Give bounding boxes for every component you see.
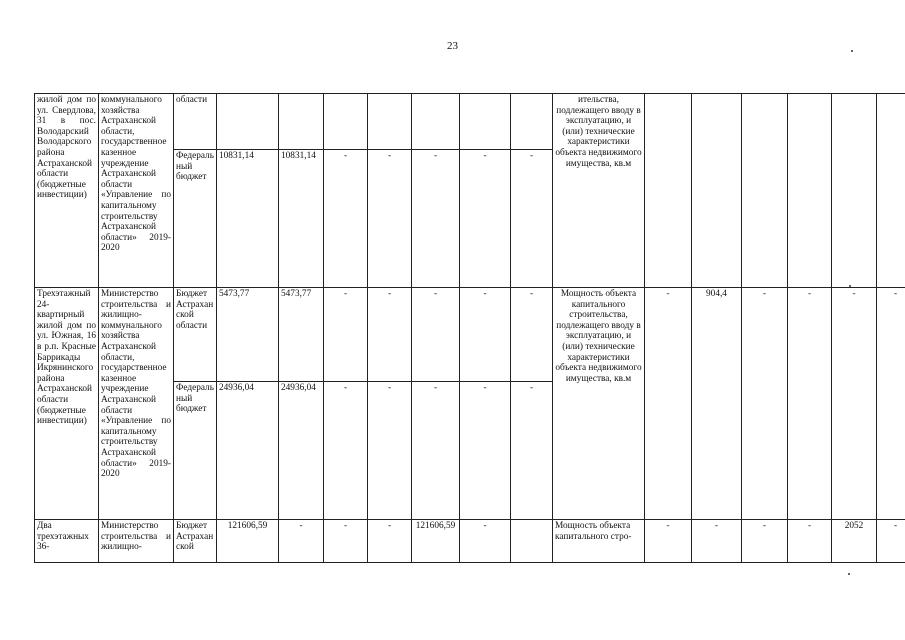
indicator-value-cell: 2052 <box>832 520 877 563</box>
indicator-value-cell: - <box>692 520 742 563</box>
indicator-value-cell: - <box>877 520 905 563</box>
scan-speck <box>851 50 853 52</box>
value-cell: - <box>412 288 460 382</box>
object-cell: жилой дом по ул. Свердлова, 31 в пос. Володарский Володарского района Астраханской области (бюджетные инвестиции) <box>35 94 99 288</box>
value-cell: - <box>412 150 460 288</box>
value-cell: - <box>368 520 412 563</box>
value-cell <box>511 94 553 150</box>
value-cell: - <box>460 288 511 382</box>
value-cell <box>412 94 460 150</box>
page-number: 23 <box>447 40 458 52</box>
table-row <box>35 288 905 382</box>
value-cell <box>511 520 553 563</box>
indicator-value-cell: 904,4 <box>692 288 742 520</box>
indicator-value-cell: - <box>788 520 832 563</box>
executor-cell: Министерство строительства и жилищно-коммунального хозяйства Астраханской области, государственное казенное учреждение Астраханской области «Управление по капитальному строительству Астраханской области» 2019-2020 <box>99 288 174 520</box>
value-cell: - <box>324 288 368 382</box>
indicator-value-cell <box>788 94 832 288</box>
source-cell: Федеральный бюджет <box>174 382 217 520</box>
indicator-cell: Мощность объекта капитального стро- <box>553 520 645 563</box>
year-2019-cell: 10831,14 <box>279 150 324 288</box>
value-cell <box>460 94 511 150</box>
value-cell: - <box>368 150 412 288</box>
source-cell: Бюджет Астраханской <box>174 520 217 563</box>
value-cell: - <box>324 382 368 520</box>
value-cell: - <box>460 382 511 520</box>
value-cell: - <box>460 520 511 563</box>
value-cell: - <box>368 288 412 382</box>
source-cell: области <box>174 94 217 150</box>
indicator-value-cell: - <box>742 520 788 563</box>
indicator-value-cell: - <box>645 288 692 520</box>
value-cell: - <box>511 288 553 382</box>
total-cell: 10831,14 <box>217 150 279 288</box>
total-cell <box>217 94 279 150</box>
indicator-value-cell <box>832 94 877 288</box>
indicator-value-cell: - <box>788 288 832 520</box>
indicator-value-cell: - <box>645 520 692 563</box>
value-cell: - <box>511 150 553 288</box>
object-cell: Два трехэтажных 36- <box>35 520 99 563</box>
value-cell: - <box>412 382 460 520</box>
indicator-value-cell: - <box>877 288 905 520</box>
value-cell <box>324 94 368 150</box>
table-row <box>35 94 905 150</box>
indicator-value-cell <box>742 94 788 288</box>
value-cell: 121606,59 <box>412 520 460 563</box>
executor-cell: коммунального хозяйства Астраханской области, государственное казенное учреждение Астраханской области «Управление по капитальному строительству Астраханской области» 2019-2020 <box>99 94 174 288</box>
table-row <box>35 520 905 563</box>
indicator-value-cell <box>877 94 905 288</box>
value-cell: - <box>368 382 412 520</box>
object-cell: Трехэтажный 24-квартирный жилой дом по ул. Южная, 16 в р.п. Красные Баррикады Икрянинского района Астраханской области (бюджетные инвестиции) <box>35 288 99 520</box>
scan-speck <box>848 573 850 575</box>
source-cell: Бюджет Астраханской области <box>174 288 217 382</box>
total-cell: 121606,59 <box>217 520 279 563</box>
value-cell: - <box>324 150 368 288</box>
year-2019-cell: 24936,04 <box>279 382 324 520</box>
indicator-value-cell <box>645 94 692 288</box>
indicator-value-cell: - <box>742 288 788 520</box>
indicator-cell: Мощность объекта капитального строительства, подлежащего вводу в эксплуатацию, и (или) технические характеристики объекта недвижимого имущества, кв.м <box>553 288 645 520</box>
source-cell: Федеральный бюджет <box>174 150 217 288</box>
value-cell <box>368 94 412 150</box>
indicator-value-cell: - <box>832 288 877 520</box>
scan-speck <box>849 285 851 287</box>
value-cell: - <box>511 382 553 520</box>
program-table <box>34 93 905 563</box>
year-2019-cell: - <box>279 520 324 563</box>
value-cell: - <box>460 150 511 288</box>
total-cell: 24936,04 <box>217 382 279 520</box>
value-cell: - <box>324 520 368 563</box>
indicator-cell: ительства, подлежащего вводу в эксплуатацию, и (или) технические характеристики объекта недвижимого имущества, кв.м <box>553 94 645 288</box>
indicator-value-cell <box>692 94 742 288</box>
year-2019-cell <box>279 94 324 150</box>
year-2019-cell: 5473,77 <box>279 288 324 382</box>
total-cell: 5473,77 <box>217 288 279 382</box>
executor-cell: Министерство строительства и жилищно- <box>99 520 174 563</box>
